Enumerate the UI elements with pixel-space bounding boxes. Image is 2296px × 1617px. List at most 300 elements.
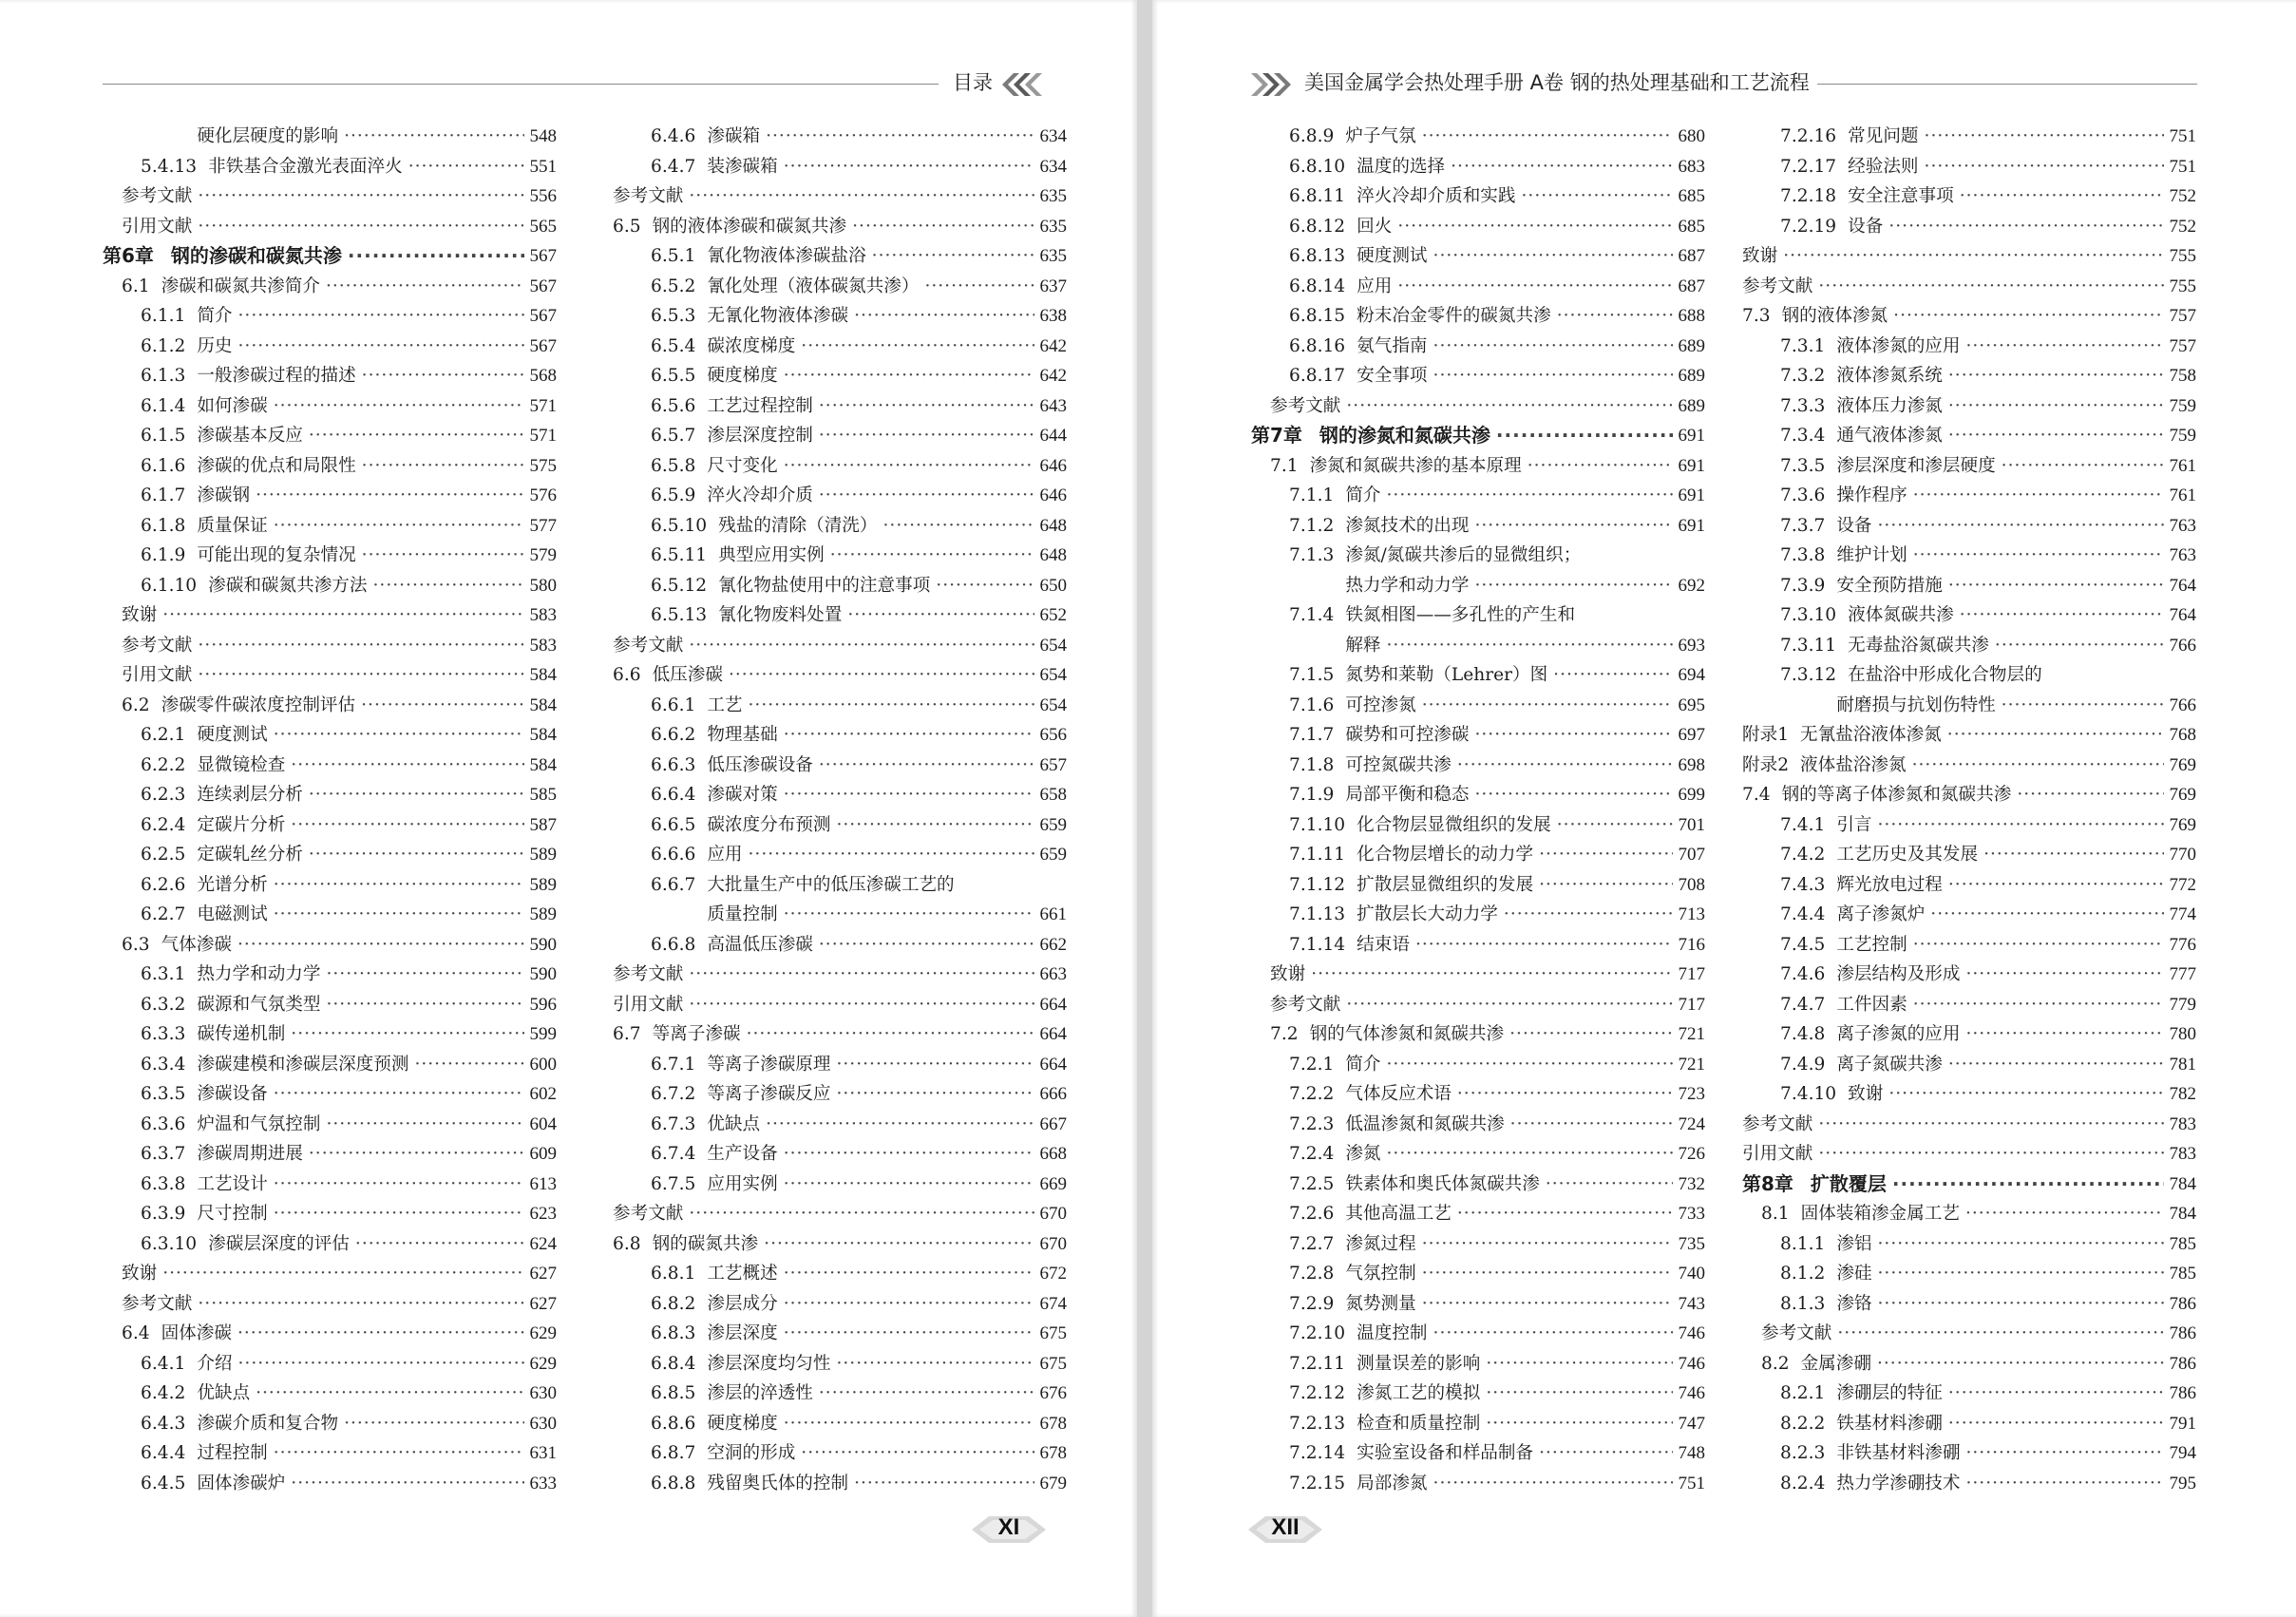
toc-page-number: 751 xyxy=(1678,1473,1705,1493)
toc-entry[interactable] xyxy=(1251,1050,1705,1080)
toc-column-right-2 xyxy=(1742,122,2196,1498)
toc-entry[interactable] xyxy=(613,1379,1067,1409)
toc-entry[interactable] xyxy=(613,870,1067,901)
toc-entry-title: 优缺点 xyxy=(707,1113,761,1134)
toc-entry[interactable] xyxy=(1251,900,1705,930)
toc-entry[interactable] xyxy=(613,1409,1067,1439)
toc-entry-number: 6.7.1 xyxy=(651,1054,696,1075)
toc-entry[interactable] xyxy=(1251,840,1705,870)
toc-entry[interactable] xyxy=(1742,1379,2196,1409)
toc-entry[interactable] xyxy=(613,152,1067,182)
toc-entry[interactable] xyxy=(1742,391,2196,422)
toc-page-number: 571 xyxy=(529,426,557,446)
leader-dots xyxy=(274,900,524,930)
toc-entry[interactable] xyxy=(1251,1019,1705,1050)
toc-entry[interactable] xyxy=(1251,122,1705,152)
toc-page-number: 721 xyxy=(1678,1054,1705,1075)
toc-entry[interactable] xyxy=(103,181,557,212)
leader-dots xyxy=(1948,571,2164,601)
toc-page-number: 575 xyxy=(529,455,557,476)
toc-page-number: 758 xyxy=(2169,366,2196,386)
toc-entry[interactable] xyxy=(1251,600,1705,631)
toc-entry[interactable] xyxy=(1251,391,1705,422)
toc-entry[interactable] xyxy=(1251,181,1705,212)
leader-dots xyxy=(1474,511,1672,542)
toc-entry[interactable] xyxy=(1742,212,2196,242)
toc-page-number: 659 xyxy=(1039,845,1067,865)
toc-entry[interactable] xyxy=(1251,511,1705,542)
toc-entry[interactable] xyxy=(103,691,557,721)
toc-entry[interactable] xyxy=(613,1229,1067,1260)
toc-entry-number: 6.8.9 xyxy=(1289,126,1335,146)
toc-page-number: 662 xyxy=(1039,934,1067,955)
toc-entry-number: 7.2.16 xyxy=(1780,126,1837,146)
toc-page-number: 740 xyxy=(1678,1264,1705,1284)
toc-entry-number: 6.7.3 xyxy=(651,1113,696,1134)
toc-entry[interactable] xyxy=(1251,1199,1705,1229)
toc-entry-title: 扩散覆层 xyxy=(1810,1171,1887,1195)
leader-dots xyxy=(1397,212,1672,242)
toc-entry[interactable] xyxy=(103,1199,557,1229)
toc-entry-title: 应用 xyxy=(1357,276,1393,296)
toc-entry[interactable] xyxy=(613,541,1067,571)
toc-entry[interactable] xyxy=(1251,810,1705,841)
toc-entry[interactable] xyxy=(1251,1170,1705,1200)
toc-entry[interactable] xyxy=(613,1110,1067,1140)
toc-entry[interactable] xyxy=(613,840,1067,870)
toc-page-number: 683 xyxy=(1678,156,1705,177)
toc-entry[interactable] xyxy=(103,840,557,870)
toc-entry[interactable] xyxy=(1742,1050,2196,1080)
toc-entry[interactable] xyxy=(613,212,1067,242)
toc-entry[interactable] xyxy=(1742,1289,2196,1320)
toc-entry-number: 6.8.13 xyxy=(1289,246,1346,266)
toc-entry[interactable] xyxy=(103,600,557,631)
toc-entry-title: 应用 xyxy=(707,845,743,865)
toc-entry[interactable] xyxy=(103,1409,557,1439)
toc-entry[interactable] xyxy=(1251,1349,1705,1379)
leader-dots xyxy=(1878,511,2164,542)
toc-entry[interactable] xyxy=(613,241,1067,272)
toc-entry[interactable] xyxy=(613,1319,1067,1349)
toc-entry[interactable] xyxy=(1251,1379,1705,1409)
toc-entry-title: 氰化物液体渗碳盐浴 xyxy=(707,246,866,266)
toc-entry-number: 8.2.2 xyxy=(1780,1413,1826,1434)
toc-entry[interactable] xyxy=(1742,1319,2196,1349)
toc-entry[interactable] xyxy=(613,1019,1067,1050)
toc-entry[interactable] xyxy=(1251,751,1705,781)
toc-entry[interactable] xyxy=(1251,152,1705,182)
toc-entry[interactable] xyxy=(1251,1079,1705,1110)
toc-entry[interactable] xyxy=(1251,960,1705,990)
toc-entry[interactable] xyxy=(1742,152,2196,182)
leader-dots xyxy=(274,511,524,542)
toc-entry[interactable] xyxy=(103,960,557,990)
toc-entry-title: 通气液体渗氮 xyxy=(1836,426,1943,446)
toc-entry[interactable] xyxy=(103,930,557,961)
toc-entry[interactable] xyxy=(1742,511,2196,542)
toc-page-number: 630 xyxy=(529,1383,557,1403)
toc-page-number: 699 xyxy=(1678,785,1705,805)
toc-page-number: 766 xyxy=(2169,635,2196,656)
toc-page-number: 785 xyxy=(2169,1264,2196,1284)
leader-dots xyxy=(1539,840,1672,870)
toc-entry[interactable] xyxy=(103,451,557,482)
toc-entry[interactable] xyxy=(613,1139,1067,1170)
toc-entry[interactable] xyxy=(103,1050,557,1080)
toc-entry[interactable] xyxy=(1742,541,2196,571)
toc-entry[interactable] xyxy=(613,1438,1067,1469)
toc-page-number: 721 xyxy=(1678,1024,1705,1044)
toc-entry-title: 参考文献 xyxy=(122,1293,193,1314)
toc-entry[interactable] xyxy=(1742,1409,2196,1439)
toc-entry[interactable] xyxy=(613,122,1067,152)
toc-entry[interactable] xyxy=(103,152,557,182)
leader-dots xyxy=(1486,1349,1672,1379)
leader-dots xyxy=(256,1379,523,1409)
toc-entry-title: 硬度测试 xyxy=(1357,246,1428,266)
toc-entry[interactable] xyxy=(1742,1019,2196,1050)
toc-entry-title: 渗氮工艺的模拟 xyxy=(1357,1383,1481,1403)
toc-chapter-entry[interactable] xyxy=(103,241,557,272)
leader-dots xyxy=(355,1229,524,1260)
toc-entry[interactable] xyxy=(103,631,557,661)
toc-entry[interactable] xyxy=(103,1259,557,1289)
toc-entry[interactable] xyxy=(1742,870,2196,901)
toc-entry-number: 6.8.17 xyxy=(1289,366,1346,386)
toc-entry-title: 参考文献 xyxy=(613,964,684,984)
toc-page-number: 638 xyxy=(1039,306,1067,326)
toc-entry[interactable] xyxy=(103,1349,557,1379)
toc-entry[interactable] xyxy=(1251,720,1705,751)
toc-entry[interactable] xyxy=(103,122,557,152)
toc-entry[interactable] xyxy=(103,1289,557,1320)
toc-entry[interactable] xyxy=(103,870,557,901)
toc-entry[interactable] xyxy=(1251,1139,1705,1170)
toc-entry[interactable] xyxy=(613,720,1067,751)
header-chevron-icon xyxy=(1000,72,1046,97)
toc-entry[interactable] xyxy=(613,332,1067,362)
toc-entry[interactable] xyxy=(103,511,557,542)
toc-entry-title: 安全注意事项 xyxy=(1848,186,1954,206)
toc-entry-number: 6.8.1 xyxy=(651,1264,696,1284)
leader-dots xyxy=(847,600,1034,631)
toc-entry-number: 6.5.1 xyxy=(651,246,696,266)
toc-page-number: 590 xyxy=(529,934,557,955)
toc-entry[interactable] xyxy=(1742,481,2196,511)
toc-entry[interactable] xyxy=(1742,1199,2196,1229)
toc-entry[interactable] xyxy=(1742,181,2196,212)
toc-entry[interactable] xyxy=(1251,1319,1705,1349)
toc-entry[interactable] xyxy=(613,960,1067,990)
toc-entry-title: 可能出现的复杂情况 xyxy=(197,545,356,565)
toc-page-number: 670 xyxy=(1039,1204,1067,1224)
toc-entry-title: 优缺点 xyxy=(197,1383,251,1403)
toc-entry[interactable] xyxy=(1742,361,2196,391)
toc-entry[interactable] xyxy=(1251,212,1705,242)
toc-entry[interactable] xyxy=(103,660,557,691)
toc-entry[interactable] xyxy=(613,361,1067,391)
toc-entry[interactable] xyxy=(613,1050,1067,1080)
toc-entry[interactable] xyxy=(1742,691,2196,721)
toc-entry-title: 粉末冶金零件的碳氮共渗 xyxy=(1357,306,1551,326)
toc-chapter-entry[interactable] xyxy=(1251,421,1705,451)
toc-entry-number: 5.4.13 xyxy=(141,156,198,177)
toc-entry-title: 可控渗氮 xyxy=(1345,694,1416,715)
leader-dots xyxy=(274,870,524,901)
toc-entry[interactable] xyxy=(613,421,1067,451)
toc-entry[interactable] xyxy=(103,1110,557,1140)
toc-entry[interactable] xyxy=(613,631,1067,661)
toc-page-number: 763 xyxy=(2169,545,2196,565)
toc-entry[interactable] xyxy=(103,720,557,751)
toc-entry[interactable] xyxy=(613,1199,1067,1229)
toc-entry[interactable] xyxy=(613,451,1067,482)
toc-page-number: 785 xyxy=(2169,1233,2196,1254)
toc-entry[interactable] xyxy=(613,511,1067,542)
toc-entry[interactable] xyxy=(1251,1229,1705,1260)
toc-entry-title: 引言 xyxy=(1836,814,1872,835)
toc-entry[interactable] xyxy=(1251,990,1705,1020)
toc-entry[interactable] xyxy=(1251,272,1705,302)
toc-entry[interactable] xyxy=(1251,361,1705,391)
toc-entry[interactable] xyxy=(1742,272,2196,302)
leader-dots xyxy=(198,1289,523,1320)
toc-entry[interactable] xyxy=(103,1438,557,1469)
toc-entry-number: 6.1.3 xyxy=(141,366,186,386)
toc-entry[interactable] xyxy=(1742,1110,2196,1140)
leader-dots xyxy=(1387,1050,1673,1080)
leader-dots xyxy=(729,660,1034,691)
toc-entry[interactable] xyxy=(1251,571,1705,601)
toc-entry-number: 6.3.7 xyxy=(141,1144,186,1164)
toc-entry[interactable] xyxy=(103,780,557,810)
toc-entry[interactable] xyxy=(103,301,557,332)
toc-page-number: 576 xyxy=(529,485,557,505)
toc-entry[interactable] xyxy=(103,1170,557,1200)
toc-page-number: 751 xyxy=(2169,126,2196,146)
toc-entry[interactable] xyxy=(613,930,1067,961)
toc-page-number: 757 xyxy=(2169,335,2196,356)
toc-entry[interactable] xyxy=(103,1229,557,1260)
toc-entry[interactable] xyxy=(1251,1438,1705,1469)
toc-entry[interactable] xyxy=(613,990,1067,1020)
toc-entry[interactable] xyxy=(103,481,557,511)
leader-dots xyxy=(1893,301,2163,332)
toc-page-number: 770 xyxy=(2169,845,2196,865)
toc-entry[interactable] xyxy=(103,1379,557,1409)
toc-entry[interactable] xyxy=(103,391,557,422)
toc-entry-title: 钢的液体渗氮 xyxy=(1781,306,1888,326)
toc-entry[interactable] xyxy=(613,900,1067,930)
toc-page-number: 685 xyxy=(1678,186,1705,206)
toc-entry[interactable] xyxy=(1251,332,1705,362)
toc-entry[interactable] xyxy=(103,990,557,1020)
toc-entry[interactable] xyxy=(103,810,557,841)
leader-dots xyxy=(1983,840,2163,870)
toc-entry-number: 6.8.5 xyxy=(651,1383,696,1403)
toc-entry-title: 碳源和气氛类型 xyxy=(197,994,321,1015)
toc-entry[interactable] xyxy=(1251,451,1705,482)
toc-entry-title: 渗硅 xyxy=(1836,1264,1872,1284)
toc-entry[interactable] xyxy=(103,361,557,391)
toc-entry[interactable] xyxy=(613,660,1067,691)
toc-entry[interactable] xyxy=(1742,600,2196,631)
leader-dots xyxy=(1912,751,2164,781)
leader-dots xyxy=(689,960,1034,990)
toc-entry[interactable] xyxy=(1251,1259,1705,1289)
leader-dots xyxy=(1818,1110,2163,1140)
toc-entry-title: 非铁基合金激光表面淬火 xyxy=(208,156,403,177)
toc-page-number: 548 xyxy=(529,126,557,146)
toc-entry[interactable] xyxy=(1742,421,2196,451)
toc-entry[interactable] xyxy=(103,1319,557,1349)
toc-entry-title: 其他高温工艺 xyxy=(1345,1204,1452,1224)
toc-entry[interactable] xyxy=(1742,990,2196,1020)
toc-entry[interactable] xyxy=(1251,870,1705,901)
toc-entry[interactable] xyxy=(1742,660,2196,691)
toc-entry-number: 7.2.4 xyxy=(1289,1144,1335,1164)
toc-entry[interactable] xyxy=(103,272,557,302)
leader-dots xyxy=(1509,1019,1672,1050)
header-rule xyxy=(103,84,939,85)
toc-entry[interactable] xyxy=(1742,780,2196,810)
toc-entry-number: 7.1.2 xyxy=(1289,515,1335,536)
toc-entry[interactable] xyxy=(103,332,557,362)
toc-entry-number: 6.5.4 xyxy=(651,335,696,356)
toc-entry-number: 7.1.5 xyxy=(1289,665,1335,685)
toc-entry[interactable] xyxy=(1742,720,2196,751)
toc-entry-title: 氮势和莱勒（Lehrer）图 xyxy=(1345,665,1548,685)
toc-entry[interactable] xyxy=(613,1349,1067,1379)
toc-page-number: 584 xyxy=(529,725,557,745)
toc-entry[interactable] xyxy=(1251,541,1705,571)
leader-dots xyxy=(1878,1289,2164,1320)
toc-chapter-entry[interactable] xyxy=(1742,1170,2196,1200)
toc-entry[interactable] xyxy=(1742,751,2196,781)
toc-entry[interactable] xyxy=(1742,1438,2196,1469)
toc-entry[interactable] xyxy=(1742,810,2196,841)
toc-entry[interactable] xyxy=(613,691,1067,721)
toc-entry[interactable] xyxy=(613,1079,1067,1110)
leader-dots xyxy=(1486,1379,1672,1409)
toc-entry[interactable] xyxy=(613,1259,1067,1289)
toc-entry[interactable] xyxy=(1742,631,2196,661)
toc-entry[interactable] xyxy=(1251,1409,1705,1439)
toc-entry[interactable] xyxy=(1251,1289,1705,1320)
toc-entry[interactable] xyxy=(1742,241,2196,272)
toc-entry-title: 氮势测量 xyxy=(1345,1293,1416,1314)
toc-page-number: 627 xyxy=(529,1293,557,1314)
toc-entry[interactable] xyxy=(613,272,1067,302)
toc-entry-number: 第6章 xyxy=(103,244,154,267)
toc-entry[interactable] xyxy=(613,481,1067,511)
toc-page-number: 635 xyxy=(1039,186,1067,206)
toc-entry[interactable] xyxy=(613,780,1067,810)
toc-entry[interactable] xyxy=(103,571,557,601)
leader-dots xyxy=(326,990,523,1020)
toc-entry-number: 8.1.1 xyxy=(1780,1233,1826,1254)
toc-entry[interactable] xyxy=(1251,780,1705,810)
toc-entry[interactable] xyxy=(613,1289,1067,1320)
toc-entry-number: 6.8.8 xyxy=(651,1473,696,1493)
toc-entry-number: 7.2.14 xyxy=(1289,1443,1346,1463)
toc-page-number: 646 xyxy=(1039,455,1067,476)
toc-entry[interactable] xyxy=(103,1469,557,1499)
toc-entry[interactable] xyxy=(1742,1229,2196,1260)
toc-page-number: 747 xyxy=(1678,1413,1705,1434)
toc-page-number: 784 xyxy=(2169,1173,2196,1194)
toc-page-number: 679 xyxy=(1039,1473,1067,1493)
toc-entry[interactable] xyxy=(1251,301,1705,332)
toc-entry[interactable] xyxy=(103,1079,557,1110)
toc-entry-number: 7.3.9 xyxy=(1780,575,1826,596)
toc-entry[interactable] xyxy=(613,571,1067,601)
toc-entry[interactable] xyxy=(1251,660,1705,691)
toc-entry[interactable] xyxy=(1742,840,2196,870)
toc-entry[interactable] xyxy=(1251,241,1705,272)
toc-entry[interactable] xyxy=(1742,451,2196,482)
toc-entry[interactable] xyxy=(1742,571,2196,601)
toc-entry-title: 碳势和可控渗碳 xyxy=(1345,725,1470,745)
toc-entry[interactable] xyxy=(1742,1139,2196,1170)
toc-entry-number: 7.2.3 xyxy=(1289,1113,1335,1134)
toc-entry[interactable] xyxy=(1251,1110,1705,1140)
toc-entry[interactable] xyxy=(1251,631,1705,661)
toc-entry[interactable] xyxy=(1742,1079,2196,1110)
toc-entry-number: 6.7 xyxy=(613,1024,641,1044)
toc-entry[interactable] xyxy=(613,751,1067,781)
toc-page-number: 694 xyxy=(1678,665,1705,685)
toc-entry[interactable] xyxy=(103,751,557,781)
toc-entry[interactable] xyxy=(613,391,1067,422)
toc-entry[interactable] xyxy=(613,600,1067,631)
toc-page-number: 675 xyxy=(1039,1323,1067,1343)
toc-entry[interactable] xyxy=(1742,1349,2196,1379)
toc-entry[interactable] xyxy=(1251,481,1705,511)
toc-entry[interactable] xyxy=(1742,900,2196,930)
toc-entry-title: 离子渗氮炉 xyxy=(1836,904,1926,924)
toc-entry[interactable] xyxy=(103,1019,557,1050)
toc-page-number: 659 xyxy=(1039,814,1067,835)
toc-entry[interactable] xyxy=(1251,930,1705,961)
toc-entry[interactable] xyxy=(1742,122,2196,152)
toc-column-left-2 xyxy=(613,122,1067,1498)
toc-entry[interactable] xyxy=(103,1139,557,1170)
toc-page-number: 635 xyxy=(1039,246,1067,266)
toc-entry[interactable] xyxy=(613,1469,1067,1499)
toc-entry[interactable] xyxy=(613,301,1067,332)
toc-entry[interactable] xyxy=(1742,960,2196,990)
toc-entry[interactable] xyxy=(1742,930,2196,961)
toc-entry[interactable] xyxy=(103,421,557,451)
toc-entry[interactable] xyxy=(613,1170,1067,1200)
toc-entry[interactable] xyxy=(103,900,557,930)
toc-entry[interactable] xyxy=(613,181,1067,212)
toc-entry[interactable] xyxy=(1251,691,1705,721)
leader-dots xyxy=(1504,900,1673,930)
toc-entry[interactable] xyxy=(1742,301,2196,332)
toc-entry[interactable] xyxy=(613,810,1067,841)
toc-entry-number: 第8章 xyxy=(1742,1171,1793,1195)
toc-entry[interactable] xyxy=(1742,1469,2196,1499)
toc-entry-title: 操作程序 xyxy=(1836,485,1907,505)
toc-entry[interactable] xyxy=(103,541,557,571)
toc-entry[interactable] xyxy=(1742,1259,2196,1289)
toc-entry[interactable] xyxy=(103,212,557,242)
toc-entry[interactable] xyxy=(1251,1469,1705,1499)
toc-entry[interactable] xyxy=(1742,332,2196,362)
